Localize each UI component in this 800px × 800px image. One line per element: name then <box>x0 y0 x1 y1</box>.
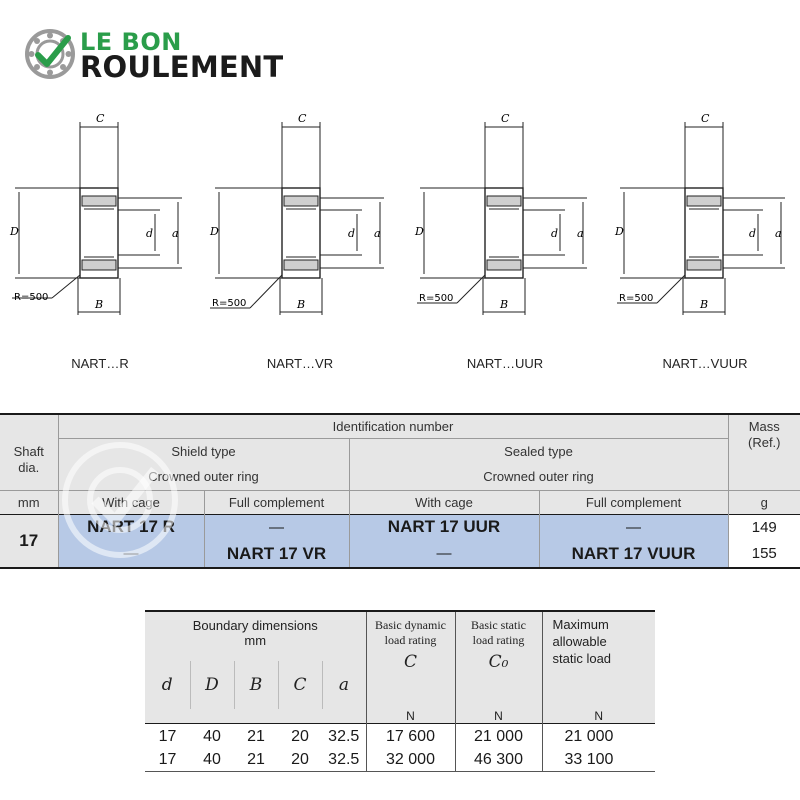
cell-dynamic: 32 000 <box>366 750 455 772</box>
unit-n-dynamic: N <box>366 709 455 724</box>
cell-max: 21 000 <box>542 724 655 750</box>
part-nart-17-r: NART 17 R <box>58 514 204 540</box>
static-rating-header <box>455 611 542 709</box>
cell-static: 21 000 <box>455 724 542 750</box>
part-nart-17-vr: NART 17 VR <box>204 540 349 568</box>
shaft-header: Shaft dia. <box>13 444 44 476</box>
max-static-header: Maximum allowable static load <box>542 611 655 709</box>
cell-D: 40 <box>203 751 221 769</box>
bearing-check-icon <box>24 28 76 80</box>
cell-C: 20 <box>291 727 309 745</box>
cell-static: 46 300 <box>455 750 542 772</box>
drawing-caption-vuur: NART…VUUR <box>662 356 748 371</box>
label-d-inner: d <box>348 227 356 240</box>
label-r: R=500 <box>212 298 247 309</box>
label-b: B <box>297 298 306 311</box>
mass-header: Mass (Ref.) <box>728 414 800 490</box>
bearing-drawing-uur <box>405 100 605 340</box>
brand-logo <box>24 28 304 84</box>
symbol-c-width: C <box>278 661 322 709</box>
shaft-unit: mm <box>0 490 58 514</box>
label-d-outer: D <box>10 225 19 238</box>
drawing-caption-r: NART…R <box>71 356 129 371</box>
identification-table <box>0 413 800 569</box>
cell-B: 21 <box>247 751 265 769</box>
dynamic-label: Basic dynamic load rating <box>375 618 446 647</box>
dimensions-table <box>145 610 655 772</box>
dash-cell: — <box>58 540 204 568</box>
full-complement-sealed: Full complement <box>539 490 728 514</box>
symbol-b: B <box>234 661 278 709</box>
unit-n-max: N <box>542 709 655 724</box>
cell-C: 20 <box>291 751 309 769</box>
mass-unit: g <box>728 490 800 514</box>
identification-header: Identification number <box>58 414 728 438</box>
label-a: a <box>374 227 381 240</box>
bearing-drawing-r <box>0 100 200 340</box>
dash-cell: — <box>349 540 539 568</box>
symbol-c0: C₀ <box>488 652 509 672</box>
cell-max: 33 100 <box>542 750 655 772</box>
brand-line-1: LE BON <box>80 28 182 56</box>
label-r: R=500 <box>14 292 49 303</box>
sealed-type-header: Sealed type <box>349 438 728 464</box>
static-label: Basic static load rating <box>471 618 526 647</box>
boundary-label: Boundary dimensions <box>192 618 318 633</box>
symbol-d-outer: D <box>190 661 234 709</box>
cell-d: 17 <box>158 751 177 769</box>
mass-value: 155 <box>728 540 800 568</box>
label-d-outer: D <box>615 225 624 238</box>
part-nart-17-vuur: NART 17 VUUR <box>539 540 728 568</box>
symbol-a: a <box>322 661 366 709</box>
shaft-value: 17 <box>0 514 58 568</box>
crowned-outer-ring-shield: Crowned outer ring <box>58 464 349 490</box>
cell-a: 32.5 <box>328 727 360 745</box>
with-cage-shield: With cage <box>58 490 204 514</box>
cell-d: 17 <box>158 727 177 745</box>
label-r: R=500 <box>419 293 454 304</box>
drawing-caption-uur: NART…UUR <box>466 356 544 371</box>
mass-value: 149 <box>728 514 800 540</box>
with-cage-sealed: With cage <box>349 490 539 514</box>
label-c: C <box>96 112 105 125</box>
cell-dynamic: 17 600 <box>366 724 455 750</box>
symbol-c: C <box>403 652 417 672</box>
brand-line-2: ROULEMENT <box>80 50 284 84</box>
bearing-drawing-vr <box>200 100 400 340</box>
label-a: a <box>775 227 782 240</box>
cell-a: 32.5 <box>328 751 360 769</box>
label-a: a <box>172 227 179 240</box>
label-c: C <box>501 112 510 125</box>
label-a: a <box>577 227 584 240</box>
boundary-dimensions-header <box>145 611 366 661</box>
label-b: B <box>95 298 104 311</box>
label-c: C <box>701 112 710 125</box>
crowned-outer-ring-sealed: Crowned outer ring <box>349 464 728 490</box>
label-d-inner: d <box>551 227 559 240</box>
dynamic-rating-header <box>366 611 455 709</box>
shield-type-header: Shield type <box>58 438 349 464</box>
boundary-unit: mm <box>244 633 267 648</box>
table-row <box>145 724 655 750</box>
table-row <box>145 750 655 772</box>
label-b: B <box>700 298 709 311</box>
label-c: C <box>298 112 307 125</box>
full-complement-shield: Full complement <box>204 490 349 514</box>
bearing-drawing-vuur <box>605 100 800 340</box>
dash-cell: — <box>539 514 728 540</box>
label-b: B <box>500 298 509 311</box>
label-d-outer: D <box>210 225 219 238</box>
dash-cell: — <box>204 514 349 540</box>
unit-n-static: N <box>455 709 542 724</box>
symbol-d-inner: d <box>161 675 173 695</box>
cell-B: 21 <box>247 727 265 745</box>
label-d-outer: D <box>415 225 424 238</box>
drawing-caption-vr: NART…VR <box>266 356 334 371</box>
label-r: R=500 <box>619 293 654 304</box>
label-d-inner: d <box>749 227 757 240</box>
part-nart-17-uur: NART 17 UUR <box>349 514 539 540</box>
cell-D: 40 <box>203 727 221 745</box>
label-d-inner: d <box>146 227 154 240</box>
